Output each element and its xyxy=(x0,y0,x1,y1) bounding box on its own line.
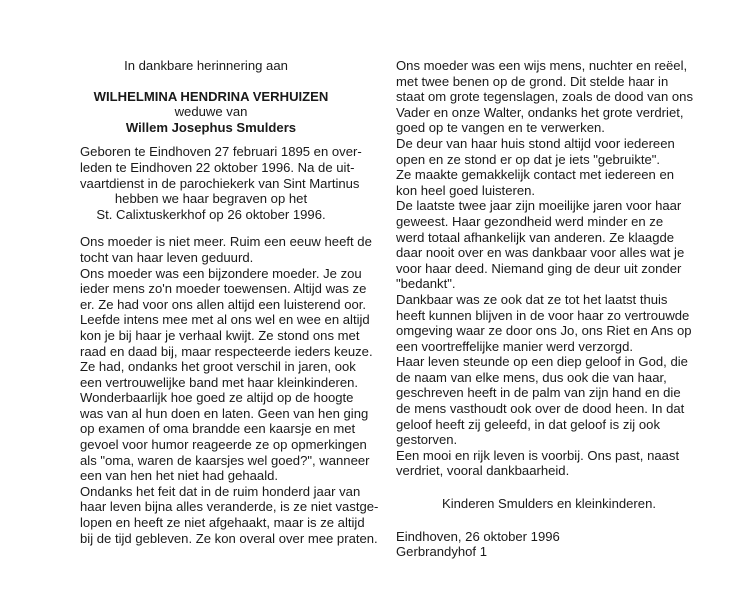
body-line: Haar leven steunde op een diep geloof in God, die xyxy=(396,354,688,370)
body-line: bij de tijd gebleven. Ze kon overal over mee praten. xyxy=(80,530,378,546)
intro-line: In dankbare herinnering aan xyxy=(124,58,288,73)
place-date-line: Eindhoven, 26 oktober 1996 xyxy=(396,528,560,544)
body-line: Een mooi en rijk leven is voorbij. Ons past, naast xyxy=(396,447,680,463)
birth-line: hebben we haar begraven op het xyxy=(114,191,308,207)
body-line: Ons moeder is niet meer. Ruim een eeuw heeft de xyxy=(80,234,372,250)
body-line: De laatste twee jaar zijn moeilijke jaren voor haar xyxy=(396,198,682,214)
birth-line: Geboren te Eindhoven 27 februari 1895 en over- xyxy=(80,144,362,160)
birth-line: leden te Eindhoven 22 oktober 1996. Na de uit- xyxy=(80,159,355,175)
left-body-text xyxy=(80,234,379,546)
body-line: gestorven. xyxy=(396,432,458,448)
address-line: Gerbrandyhof 1 xyxy=(396,544,487,560)
right-column xyxy=(396,58,693,560)
body-line: Ze maakte gemakkelijk contact met iedereen en xyxy=(396,167,675,183)
body-line: De deur van haar huis stond altijd voor iedereen xyxy=(396,135,675,151)
signature-line: Kinderen Smulders en kleinkinderen. xyxy=(442,496,656,512)
body-line: de mens vasthoudt ook over de dood heen. In dat xyxy=(396,401,685,417)
body-line: lopen en heeft ze niet afgehaakt, maar is ze altijd xyxy=(80,515,365,531)
body-line: werd totaal afhankelijk van anderen. Ze klaagde xyxy=(396,229,675,245)
body-line: met twee benen op de grond. Dit stelde haar in xyxy=(396,73,669,89)
body-line: er. Ze had voor ons allen altijd een luisterend oor. xyxy=(80,296,367,312)
body-line: tocht van haar leven geduurd. xyxy=(80,249,254,265)
body-line: haar leven bijna alles veranderde, is ze niet vastge- xyxy=(80,499,379,515)
left-column xyxy=(80,58,379,546)
body-line: kon je bij haar je verhaal kwijt. Ze stond ons met xyxy=(80,327,360,343)
body-line: geschreven heeft in de palm van zijn hand en die xyxy=(396,385,681,401)
body-line: verdriet, vooral dankbaarheid. xyxy=(396,463,570,479)
body-line: daar nooit over en was dankbaar voor alles wat je xyxy=(396,245,685,261)
body-line: een van hen het niet had gehaald. xyxy=(80,468,279,484)
body-line: geweest. Haar gezondheid werd minder en ze xyxy=(396,213,664,229)
body-line: heeft kunnen blijven in de voor haar zo vertrouwde xyxy=(396,307,690,323)
body-line: was van al hun doen en laten. Geen van hen ging xyxy=(80,405,369,421)
birth-line: vaartdienst in de parochiekerk van Sint Martinus xyxy=(80,175,360,191)
body-line: voor haar deed. Niemand ging de deur uit zonder xyxy=(396,260,682,276)
birth-line: St. Calixtuskerkhof op 26 oktober 1996. xyxy=(96,206,326,222)
body-line: Leefde intens mee met al ons wel en wee en altijd xyxy=(80,312,370,328)
body-line: gevoel voor humor reageerde ze op opmerkingen xyxy=(80,437,367,453)
body-line: Ondanks het feit dat in de ruim honderd jaar van xyxy=(80,483,361,499)
body-line: als "oma, waren de kaarsjes wel goed?", wanneer xyxy=(80,452,370,468)
body-line: een voortreffelijke manier werd verzorgd. xyxy=(396,338,634,354)
body-line: op examen of oma brandde een kaarsje en met xyxy=(80,421,356,437)
body-line: "bedankt". xyxy=(396,276,456,292)
body-line: Dankbaar was ze ook dat ze tot het laatst thuis xyxy=(396,291,668,307)
body-line: een vertrouwelijke band met haar kleinkinderen. xyxy=(80,374,359,390)
body-line: Ons moeder was een bijzondere moeder. Je zou xyxy=(80,265,362,281)
body-line: de naam van elke mens, dus ook die van haar, xyxy=(396,369,667,385)
birth-death-block xyxy=(80,144,362,222)
body-line: Ons moeder was een wijs mens, nuchter en reëel, xyxy=(396,58,688,73)
body-line: geloof heeft zij geleefd, in dat geloof is zij ook xyxy=(396,416,660,432)
body-line: raad en daad bij, maar respecteerde ieders keuze. xyxy=(80,343,373,359)
husband-name: Willem Josephus Smulders xyxy=(125,119,297,135)
body-line: omgeving waar ze door ons Jo, ons Riet en Ans op xyxy=(396,323,692,339)
deceased-name: WILHELMINA HENDRINA VERHUIZEN xyxy=(93,88,329,104)
body-line: staat om grote tegenslagen, zoals de dood van ons xyxy=(396,89,693,105)
body-line: Ze had, ondanks het groot verschil in jaren, ook xyxy=(80,359,356,375)
right-body-text xyxy=(396,58,693,479)
body-line: kon heel goed luisteren. xyxy=(396,182,536,198)
body-line: open en ze stond er op dat je iets "gebruikte". xyxy=(396,151,661,167)
body-line: ieder mens zo'n moeder toewensen. Altijd was ze xyxy=(80,281,367,297)
widow-of-line: weduwe van xyxy=(174,104,248,120)
body-line: goed op te vangen en te verwerken. xyxy=(396,120,605,136)
body-line: Wonderbaarlijk hoe goed ze altijd op de hoogte xyxy=(80,390,354,406)
body-line: Vader en onze Walter, ondanks het grote verdriet, xyxy=(396,104,684,120)
